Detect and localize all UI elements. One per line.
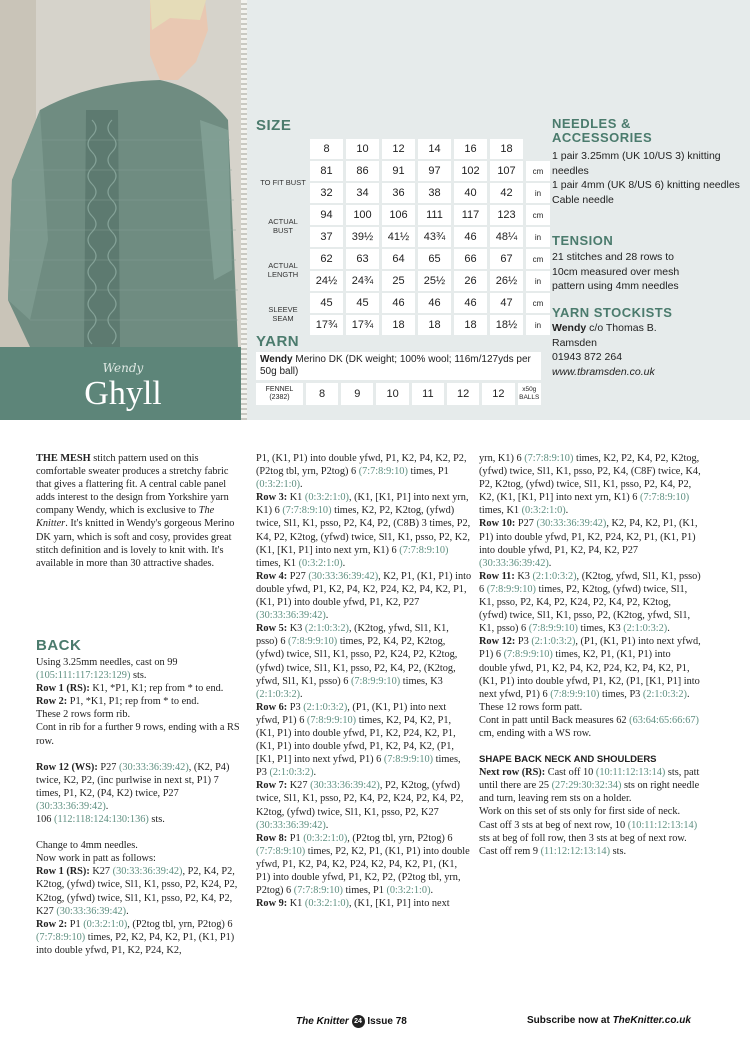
size-row: [259, 139, 550, 159]
yarn-amount: 12: [482, 383, 514, 405]
size-row: [259, 205, 550, 225]
size-unit: cm: [526, 293, 550, 313]
size-value: 18: [418, 315, 451, 335]
needles-line: Cable needle: [552, 193, 614, 206]
stockists-heading: YARN STOCKISTS: [552, 305, 673, 320]
size-value: 18: [490, 139, 523, 159]
size-value: 46: [418, 293, 451, 313]
size-value: 8: [310, 139, 343, 159]
size-value: 17¾: [310, 315, 343, 335]
size-value: 81: [310, 161, 343, 181]
stockists-info: Wendy c/o Thomas B. Ramsden 01943 872 264 www.tbramsden.co.uk: [552, 322, 657, 378]
pattern-rows-col3: yrn, K1) 6 (7:7:8:9:10) times, K2, P2, K4, P2, K2tog, (yfwd) twice, Sl1, K1, psso, P2, K4, (C8F) twice, K4, P2, K2tog, (yfwd) twice, Sl1, K1, psso, P2, K4, P2, K2, (K1, [K1, P1] into next yrn, K1) 6 (7:7:8:9:10) times, K1 (0:3:2:1:0). Row 10: P27 (30:33:36:39:42), K2, P4, K2, P1, (K1, P1) into double yfwd, P1, K2, P24, K2, P1, (K1, P1) into double yfwd, P1, K2, P4, K2, P27 (30:33:36:39:42). Row 11: K3 (2:1:0:3:2), (K2tog, yfwd, Sl1, K1, psso) 6 (7:8:9:9:10) times, P2, K2tog, (yfwd) twice, Sl1, K1, psso, P2, K4, P2, K24, P2, K4, P2, K2tog, (yfwd) twice, Sl1, K1, psso, P2, (K2tog, yfwd, Sl1, K1, psso) 6 (7:8:9:9:10) times, K3 (2:1:0:3:2). Row 12: P3 (2:1:0:3:2), (P1, (K1, P1) into next yfwd, P1) 6 (7:8:9:9:10) times, K2, P1, (K1, P1) into double yfwd, P1, K2, P4, K2, P24, K2, P4, K2, P1, (K1, P1) into double yfwd, P1, K2, (P1, [K1, P1] into next yfwd, P1) 6 (7:8:9:9:10) times, P3 (2:1:0:3:2). These 12 rows form patt. Cont in patt until Back measures 62 (63:64:65:66:67) cm, ending with a WS row. SHAPE BACK NECK AND SHOULDERS Next row (RS): Cast off 10 (10:11:12:13:14) sts, patt until there are 25 (27:29:30:32:34) sts on right needle and turn, leaving rem sts on a holder. Work on this set of sts only for first side of neck. Cast off 3 sts at beg of next row, 10 (10:11:12:13:14) sts at beg of foll row, then 3 sts at beg of next row. Cast off rem 9 (11:12:12:13:14) sts.: [479, 453, 701, 857]
size-label: ACTUAL LENGTH: [267, 261, 299, 279]
page-number: 24: [352, 1015, 365, 1028]
size-value: 63: [346, 249, 379, 269]
size-value: 40: [454, 183, 487, 203]
needles-list: [552, 149, 742, 207]
size-value: 86: [346, 161, 379, 181]
size-value: 45: [310, 293, 343, 313]
size-value: 18: [382, 315, 415, 335]
size-value: 100: [346, 205, 379, 225]
size-value: 111: [418, 205, 451, 225]
tension-text: 21 stitches and 28 rows to 10cm measured over mesh pattern using 4mm needles: [552, 251, 680, 292]
yarn-unit: x50g BALLS: [518, 383, 541, 405]
size-label: TO FIT BUST: [260, 177, 306, 187]
size-table: [256, 137, 553, 337]
size-unit: [526, 139, 550, 159]
size-value: 39½: [346, 227, 379, 247]
size-label: [259, 139, 307, 159]
size-value: 14: [418, 139, 451, 159]
size-value: 107: [490, 161, 523, 181]
size-unit: in: [526, 183, 550, 203]
size-value: 36: [382, 183, 415, 203]
size-value: 18½: [490, 315, 523, 335]
torn-edge-divider: [241, 0, 247, 420]
brand-name: Wendy: [102, 361, 144, 375]
size-value: 26: [454, 271, 487, 291]
size-value: 41½: [382, 227, 415, 247]
size-value: 25½: [418, 271, 451, 291]
size-row: [259, 161, 550, 181]
size-value: 38: [418, 183, 451, 203]
intro-text: THE MESH stitch pattern used on this comfortable sweater produces a stretchy fabric that gives a flattering fit. A central cable panel adds interest to the design from Yorkshire yarn company Wendy, which is exclusive to The Knitter. It's knitted in Wendy's gorgeous Merino DK yarn, which is soft and cosy, provides great stitch definition and is lovely to knit with. It's available in more than 30 attractive shades.: [36, 453, 235, 569]
size-unit: in: [526, 315, 550, 335]
size-value: 18: [454, 315, 487, 335]
size-value: 25: [382, 271, 415, 291]
size-unit: cm: [526, 249, 550, 269]
yarn-amount: 11: [412, 383, 444, 405]
size-value: 47: [490, 293, 523, 313]
size-unit: in: [526, 271, 550, 291]
size-row: [259, 293, 550, 313]
size-value: 43¾: [418, 227, 451, 247]
size-value: 62: [310, 249, 343, 269]
size-value: 12: [382, 139, 415, 159]
size-value: 64: [382, 249, 415, 269]
needles-line: 1 pair 4mm (UK 8/US 6) knitting needles: [552, 179, 740, 191]
size-value: 42: [490, 183, 523, 203]
size-value: 65: [418, 249, 451, 269]
size-value: 123: [490, 205, 523, 225]
size-value: 94: [310, 205, 343, 225]
size-unit: in: [526, 227, 550, 247]
size-value: 34: [346, 183, 379, 203]
size-value: 46: [454, 293, 487, 313]
size-value: 67: [490, 249, 523, 269]
size-value: 32: [310, 183, 343, 203]
size-value: 37: [310, 227, 343, 247]
size-label: SLEEVE SEAM: [268, 305, 298, 323]
size-value: 24¾: [346, 271, 379, 291]
size-value: 45: [346, 293, 379, 313]
size-value: 48¼: [490, 227, 523, 247]
back-heading: BACK: [36, 637, 82, 654]
size-heading: SIZE: [256, 117, 292, 134]
yarn-shade: FENNEL (2382): [256, 383, 303, 405]
model-photo: [0, 0, 246, 347]
size-value: 46: [454, 227, 487, 247]
size-value: 106: [382, 205, 415, 225]
size-value: 117: [454, 205, 487, 225]
size-value: 97: [418, 161, 451, 181]
size-value: 26½: [490, 271, 523, 291]
size-row: [259, 249, 550, 269]
site-link[interactable]: TheKnitter.co.uk: [612, 1015, 691, 1026]
size-value: 10: [346, 139, 379, 159]
footer-subscribe: Subscribe now at TheKnitter.co.uk: [527, 1015, 691, 1026]
yarn-amount: 9: [341, 383, 373, 405]
size-value: 24½: [310, 271, 343, 291]
size-value: 66: [454, 249, 487, 269]
size-value: 102: [454, 161, 487, 181]
shape-heading: SHAPE BACK NECK AND SHOULDERS: [479, 754, 657, 766]
pattern-rows-col2: P1, (K1, P1) into double yfwd, P1, K2, P4, K2, P2, (P2tog tbl, yrn, P2tog) 6 (7:7:8:9:10) times, P1 (0:3:2:1:0). Row 3: K1 (0:3:2:1:0), (K1, [K1, P1] into next yrn, K1) 6 (7:7:8:9:10) times, K2, P2, K2tog, (yfwd) twice, Sl1, K1, psso, P2, K4, P2, (C8B) 3 times, P2, K4, P2, K2tog, (yfwd) twice, Sl1, K1, psso, P2, K2, (K1, [K1, P1] into next yrn, K1) 6 (7:7:8:9:10) times, K1 (0:3:2:1:0). Row 4: P27 (30:33:36:39:42), K2, P1, (K1, P1) into double yfwd, P1, K2, P4, K2, P24, K2, P4, K2, P1, (K1, P1) into double yfwd, P1, K2, P27 (30:33:36:39:42). Row 5: K3 (2:1:0:3:2), (K2tog, yfwd, Sl1, K1, psso) 6 (7:8:9:9:10) times, P2, K4, P2, K2tog, (yfwd) twice, Sl1, K1, psso, P2, K24, P2, K2tog, (yfwd) twice, Sl1, K1, psso, P2, K4, P2, (K2tog, yfwd, Sl1, K1, psso) 6 (7:8:9:9:10) times, K3 (2:1:0:3:2). Row 6: P3 (2:1:0:3:2), (P1, (K1, P1) into next yfwd, P1) 6 (7:8:9:9:10) times, K2, P4, K2, P1, (K1, P1) into double yfwd, P1, K2, P24, K2, P1, (K1, P1) into double yfwd, P1, K2, P4, K2, (P1, [K1, P1] into next yfwd, P1) 6 (7:8:9:9:10) times, P3 (2:1:0:3:2). Row 7: K27 (30:33:36:39:42), P2, K2tog, (yfwd) twice, Sl1, K1, psso, P2, K4, P2, K24, P2, K4, P2, K2tog, (yfwd) twice, Sl1, K1, psso, P2, K27 (30:33:36:39:42). Row 8: P1 (0:3:2:1:0), (P2tog tbl, yrn, P2tog) 6 (7:7:8:9:10) times, P2, K2, P1, (K1, P1) into double yfwd, P1, K2, P4, K2, P24, K2, P4, K2, P1, (K1, P1) into double yfwd, P1, K2, P2, (P2tog tbl, yrn, P2tog) 6 (7:7:8:9:10) times, P1 (0:3:2:1:0). Row 9: K1 (0:3:2:1:0), (K1, [K1, P1] into next: [256, 453, 472, 910]
back-instructions: Using 3.25mm needles, cast on 99 (105:111:117:123:129) sts. Row 1 (RS): K1, *P1, K1; rep from * to end. Row 2: P1, *K1, P1; rep from * to end. These 2 rows form rib. Cont in rib for a further 9 rows, ending with a RS row. Row 12 (WS): P27 (30:33:36:39:42), (K2, P4) twice, K2, P2, (inc purlwise in next st, P1) 7 times, P1, K2, (P4, K2) twice, P27 (30:33:36:39:42). 106 (112:118:124:130:136) sts. Change to 4mm needles. Now work in patt as follows: Row 1 (RS): K27 (30:33:36:39:42), P2, K4, P2, K2tog, (yfwd) twice, Sl1, K1, psso, P2, K24, P2, K2tog, (yfwd) twice, Sl1, K1, psso, P2, K4, P2, K27 (30:33:36:39:42). Row 2: P1 (0:3:2:1:0), (P2tog tbl, yrn, P2tog) 6 (7:7:8:9:10) times, P2, K2, P4, K2, P1, (K1, P1) into double yfwd, P1, K2, P24, K2,: [36, 657, 240, 956]
size-value: 46: [382, 293, 415, 313]
yarn-amount: 10: [376, 383, 408, 405]
needles-heading: NEEDLES & ACCESSORIES: [552, 116, 653, 145]
yarn-table: [256, 352, 541, 405]
size-label: ACTUAL BUST: [268, 217, 298, 235]
yarn-amount: 12: [447, 383, 479, 405]
pattern-title-block: [0, 347, 246, 420]
size-value: 17¾: [346, 315, 379, 335]
yarn-heading: YARN: [256, 333, 300, 350]
tension-heading: TENSION: [552, 233, 614, 248]
footer-issue: The Knitter 24 Issue 78: [296, 1016, 407, 1028]
pattern-name: Ghyll: [84, 375, 162, 412]
size-unit: cm: [526, 205, 550, 225]
needles-line: 1 pair 3.25mm (UK 10/US 3) knitting needles: [552, 150, 721, 177]
size-value: 16: [454, 139, 487, 159]
size-unit: cm: [526, 161, 550, 181]
yarn-description: Wendy Merino DK (DK weight; 100% wool; 116m/127yds per 50g ball): [256, 352, 541, 380]
size-value: 91: [382, 161, 415, 181]
yarn-amount: 8: [306, 383, 338, 405]
